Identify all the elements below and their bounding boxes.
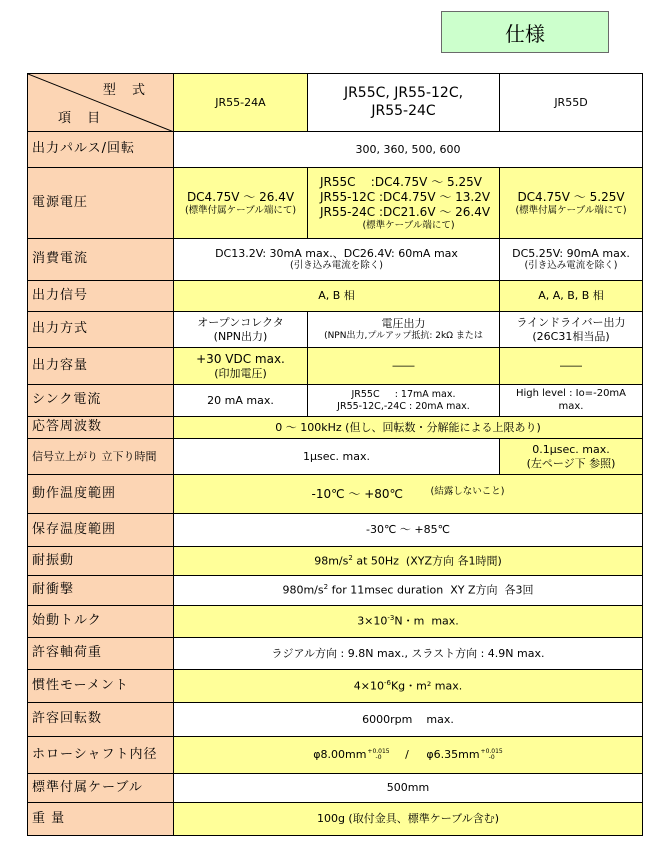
- value-output-signal-d: [500, 281, 643, 312]
- spec-table: [27, 73, 643, 836]
- label-cable: 標準付属ケーブル: [28, 774, 174, 803]
- label-pulses: 出力パルス/回転: [28, 132, 174, 168]
- ot-c-line2: (NPN出力,プルアップ抵抗: 2kΩ または: [324, 330, 483, 341]
- value-speed: 6000rpm max.: [174, 703, 643, 737]
- value-response: 0 ～ 100kHz (但し、回転数・分解能による上限あり): [174, 417, 643, 439]
- value-power-voltage-a: [174, 168, 308, 239]
- rf-d-line1: 0.1μsec. max.: [532, 442, 610, 456]
- rf-d-line2: (左ページ下 参照): [526, 456, 616, 470]
- label-shock: 耐衝撃: [28, 576, 174, 606]
- output-signal-d-text: A, A, B, B 相: [538, 289, 604, 303]
- cur-d-line1: DC5.25V: 90mA max.: [512, 246, 630, 260]
- value-output-capacity-a: [174, 348, 308, 385]
- value-hollow-shaft: [174, 737, 643, 774]
- value-operating-temp: [174, 475, 643, 514]
- hollow-shaft-value2: φ6.35mm: [426, 748, 480, 762]
- value-current-d: [500, 239, 643, 281]
- value-output-capacity-c: ――: [308, 348, 500, 385]
- tol2-minus: -0: [488, 754, 495, 762]
- ot-c-line1: 電圧出力: [381, 317, 426, 330]
- pv-c-line1: JR55C :DC4.75V ～ 5.25V: [320, 174, 482, 189]
- value-weight: 100g (取付金具、標準ケーブル含む): [174, 803, 643, 836]
- label-operating-temp: 動作温度範囲: [28, 475, 174, 514]
- shock-rest: for 11msec duration XY Z方向 各3回: [328, 583, 534, 597]
- value-cable: 500mm: [174, 774, 643, 803]
- label-output-signal: 出力信号: [28, 281, 174, 312]
- value-output-type-a: [174, 312, 308, 348]
- value-power-voltage-c: [308, 168, 500, 239]
- label-sink-current: シンク電流: [28, 385, 174, 417]
- value-load: ラジアル方向 : 9.8N max., スラスト方向 : 4.9N max.: [174, 638, 643, 670]
- model-jr55d: JR55D: [500, 74, 643, 132]
- header-item-label: 項 目: [58, 110, 107, 126]
- ot-d-line1: ラインドライバー出力: [516, 315, 626, 329]
- header-corner-cell: [28, 74, 174, 132]
- label-rise-fall: 信号立上がり 立下り時間: [28, 439, 174, 475]
- ot-a-line2: (NPN出力): [213, 329, 268, 343]
- inertia-sup: -6: [383, 678, 391, 687]
- tol1-minus: -0: [375, 754, 382, 762]
- model-jr55-24a: JR55-24A: [174, 74, 308, 132]
- ot-a-line1: オープンコレクタ: [197, 315, 284, 329]
- label-torque: 始動トルク: [28, 606, 174, 638]
- tol2-plus: +0.015: [480, 748, 503, 756]
- value-inertia: [174, 670, 643, 703]
- pv-a-line2: (標準付属ケーブル端にて): [184, 204, 297, 216]
- pv-c-line3: JR55-24C :DC21.6V ～ 26.4V: [320, 204, 491, 219]
- value-power-voltage-d: [500, 168, 643, 239]
- model-jr55c-line: JR55C, JR55-12C, JR55-24C: [343, 85, 464, 119]
- shock-main: 980m/s: [282, 583, 324, 597]
- label-vibration: 耐振動: [28, 547, 174, 576]
- hollow-shaft-separator: /: [405, 748, 409, 762]
- vibration-main: 98m/s: [314, 554, 349, 568]
- value-storage-temp: -30℃ ～ +85℃: [174, 514, 643, 547]
- label-storage-temp: 保存温度範囲: [28, 514, 174, 547]
- page-title: 仕様: [441, 11, 609, 53]
- torque-main: 3×10: [357, 614, 388, 628]
- value-sink-current-d: High level : Io=-20mA max.: [500, 385, 643, 417]
- inertia-main: 4×10: [353, 679, 384, 693]
- cur-ac-line1: DC13.2V: 30mA max.、DC26.4V: 60mA max: [215, 246, 458, 260]
- label-load: 許容軸荷重: [28, 638, 174, 670]
- header-type-label: 型 式: [102, 83, 151, 98]
- sc-c-line2: JR55-12C,-24C : 20mA max.: [337, 400, 470, 412]
- hollow-shaft-tol1: [367, 749, 389, 761]
- pv-c-line4: (標準ケーブル端にて): [362, 219, 455, 231]
- value-rise-fall-d: [500, 439, 643, 475]
- value-output-type-d: [500, 312, 643, 348]
- label-current: 消費電流: [28, 239, 174, 281]
- value-output-type-c: [308, 312, 500, 348]
- label-response: 応答周波数: [28, 417, 174, 439]
- oc-a-line2: (印加電圧): [214, 366, 267, 380]
- label-speed: 許容回転数: [28, 703, 174, 737]
- label-hollow-shaft: ホローシャフト内径: [28, 737, 174, 774]
- label-inertia: 慣性モーメント: [28, 670, 174, 703]
- torque-sup: -3: [387, 614, 395, 623]
- inertia-rest: Kg・m² max.: [390, 679, 463, 693]
- label-output-type: 出力方式: [28, 312, 174, 348]
- value-rise-fall-ac: 1μsec. max.: [174, 439, 500, 475]
- label-weight: 重 量: [28, 803, 174, 836]
- value-output-signal-ac: A, B 相: [174, 281, 500, 312]
- vibration-sup: 2: [348, 553, 353, 562]
- label-output-capacity: 出力容量: [28, 348, 174, 385]
- cur-ac-line2: (引き込み電流を除く): [290, 260, 383, 272]
- hollow-shaft-value1: φ8.00mm: [313, 748, 367, 762]
- torque-rest: N・m max.: [394, 614, 459, 628]
- pv-c-line2: JR55-12C :DC4.75V ～ 13.2V: [320, 189, 491, 204]
- value-current-ac: [174, 239, 500, 281]
- pv-d-line1: DC4.75V ～ 5.25V: [517, 189, 625, 204]
- value-output-capacity-d: ――: [500, 348, 643, 385]
- value-torque: [174, 606, 643, 638]
- value-shock: [174, 576, 643, 606]
- ot-d-line2: (26C31相当品): [532, 329, 610, 343]
- model-jr55c: [308, 74, 500, 132]
- operating-temp-note: (結露しないこと): [430, 485, 505, 497]
- cur-d-line2: (引き込み電流を除く): [524, 260, 618, 272]
- tol1-plus: +0.015: [367, 748, 390, 756]
- label-power-voltage: 電源電圧: [28, 168, 174, 239]
- value-vibration: [174, 547, 643, 576]
- pv-d-line2: (標準付属ケーブル端にて): [515, 204, 627, 216]
- shock-sup: 2: [323, 583, 329, 592]
- value-pulses: 300, 360, 500, 600: [174, 132, 643, 168]
- pv-a-line1: DC4.75V ～ 26.4V: [186, 189, 295, 204]
- value-sink-current-a: 20 mA max.: [174, 385, 308, 417]
- hollow-shaft-tol2: [481, 749, 503, 761]
- value-sink-current-c: [308, 385, 500, 417]
- operating-temp-value: -10℃ ～ +80℃: [311, 486, 404, 501]
- vibration-rest: at 50Hz (XYZ方向 各1時間): [352, 554, 502, 568]
- oc-a-line1: +30 VDC max.: [196, 351, 285, 366]
- sc-c-line1: JR55C : 17mA max.: [351, 388, 456, 400]
